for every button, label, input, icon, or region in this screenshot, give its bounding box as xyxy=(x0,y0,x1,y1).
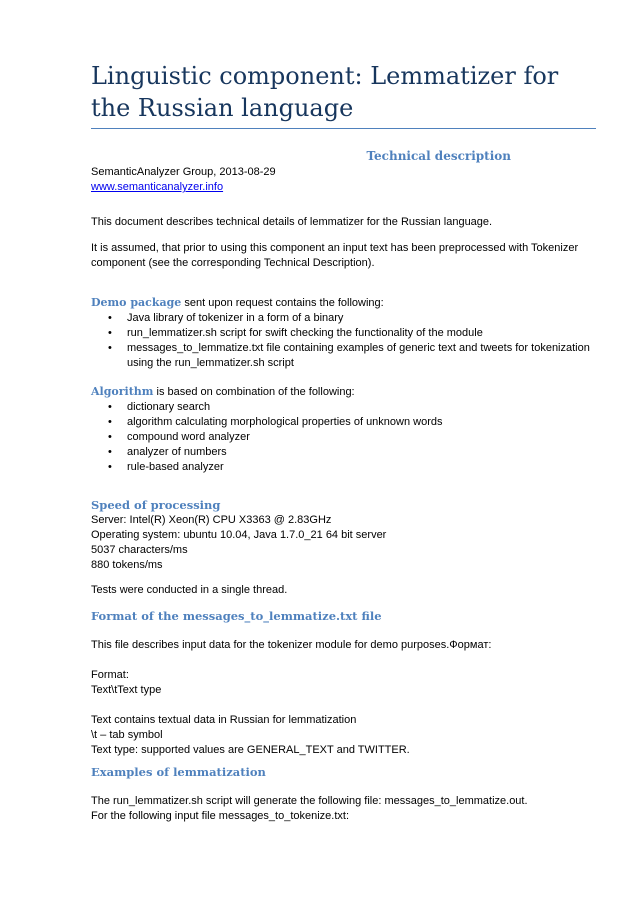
website-line xyxy=(91,180,601,195)
website-link[interactable]: www.semanticanalyzer.info xyxy=(91,181,224,193)
speed-chars: 5037 characters/ms xyxy=(91,544,188,556)
speed-heading: Speed of processing xyxy=(91,498,221,512)
intro-paragraph-1: This document describes technical details of lemmatizer for the Russian language. xyxy=(91,216,493,228)
speed-tests-note: Tests were conducted in a single thread. xyxy=(91,584,288,596)
list-item: • analyzer of numbers xyxy=(91,445,601,460)
list-item: • Java library of tokenizer in a form of a binary xyxy=(91,311,601,326)
examples-heading: Examples of lemmatization xyxy=(91,765,266,779)
speed-os: Operating system: ubuntu 10.04, Java 1.7.0_21 64 bit server xyxy=(91,529,387,541)
document-subtitle: Technical description xyxy=(366,149,511,163)
examples-line-2: For the following input file messages_to_tokenize.txt: xyxy=(91,810,350,822)
algorithm-list xyxy=(91,400,601,475)
format-line-2: \t – tab symbol xyxy=(91,729,163,741)
format-line-3: Text type: supported values are GENERAL_TEXT and TWITTER. xyxy=(91,744,410,756)
algorithm-lead: is based on combination of the following: xyxy=(153,386,355,398)
demo-package-lead: sent upon request contains the following: xyxy=(181,297,384,309)
list-item: • run_lemmatizer.sh script for swift checking the functionality of the module xyxy=(91,326,601,341)
format-heading: Format of the messages_to_lemmatize.txt file xyxy=(91,609,382,623)
list-item: • dictionary search xyxy=(91,400,601,415)
title-divider xyxy=(91,128,596,129)
algorithm-intro xyxy=(91,384,601,400)
group-date-line: SemanticAnalyzer Group, 2013-08-29 xyxy=(91,166,276,178)
intro-paragraph-2: It is assumed, that prior to using this component an input text has been preprocessed with Tokenizer component (see the corresponding Technical Description). xyxy=(91,242,579,269)
list-item: • compound word analyzer xyxy=(91,430,601,445)
demo-package-list xyxy=(91,311,601,371)
algorithm-keyword: Algorithm xyxy=(91,385,154,398)
format-line-1: Text contains textual data in Russian for lemmatization xyxy=(91,714,357,726)
format-label: Format: xyxy=(91,669,129,681)
format-pattern: Text\tText type xyxy=(91,684,162,696)
speed-tokens: 880 tokens/ms xyxy=(91,559,163,571)
list-item: • messages_to_lemmatize.txt file containing examples of generic text and tweets for tokenization using the run_lemmatizer.sh script xyxy=(91,341,601,371)
document-title: Linguistic component: Lemmatizer for the Russian language xyxy=(91,62,559,122)
list-item: • algorithm calculating morphological properties of unknown words xyxy=(91,415,601,430)
examples-line-1: The run_lemmatizer.sh script will generate the following file: messages_to_lemmatize.out. xyxy=(91,795,528,807)
demo-package-keyword: Demo package xyxy=(91,296,182,309)
demo-package-intro xyxy=(91,295,601,311)
list-item: • rule-based analyzer xyxy=(91,460,601,475)
speed-server: Server: Intel(R) Xeon(R) CPU X3363 @ 2.83GHz xyxy=(91,514,332,526)
format-description: This file describes input data for the tokenizer module for demo purposes.Формат: xyxy=(91,639,492,651)
